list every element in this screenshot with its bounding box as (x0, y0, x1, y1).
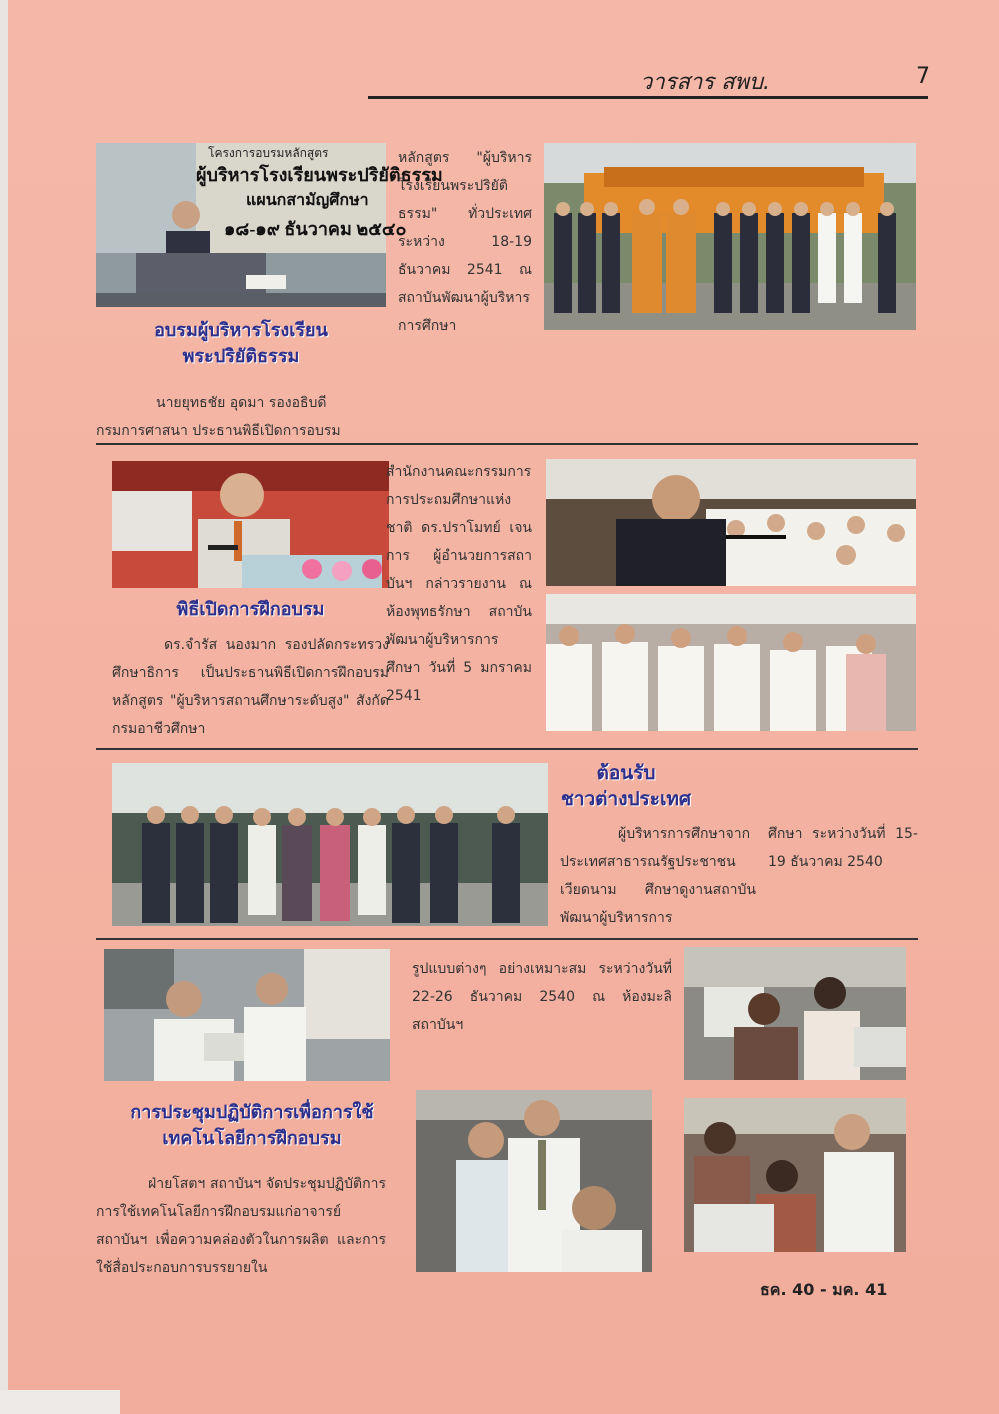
section2-caption-text: ดร.จำรัส นองมาก รองปลัดกระทรวงศึกษาธิการ เป็นประธานพิธีเปิดการฝึกอบรมหลักสูตร "ผู้บริหารสถานศึกษาระดับสูง" สังกัดกรมอาชีวศึกษา (112, 637, 389, 737)
issue-date: ธค. 40 - มค. 41 (760, 1280, 888, 1299)
section3-title (556, 760, 696, 812)
photo-speaker-podium (96, 143, 443, 307)
banner-line-3: แผนกสามัญศึกษา (246, 192, 369, 209)
photo-group-monks (544, 143, 916, 330)
page-number: 7 (916, 64, 930, 89)
section3-text-col1-body: ผู้บริหารการศึกษาจากประเทศสาธารณรัฐประชาชนเวียดนาม ศึกษาดูงานสถาบันพัฒนาผู้บริหารการ (560, 826, 756, 926)
section4-caption (96, 1170, 386, 1282)
photo-computer-training (684, 1098, 906, 1252)
photo-audience-wai (546, 594, 916, 731)
banner-line-1: โครงการอบรมหลักสูตร (208, 146, 329, 160)
section-divider (96, 443, 918, 445)
photo-men-workshop (416, 1090, 652, 1272)
section3-title-line1: ต้อนรับ (596, 762, 656, 784)
header-rule (368, 96, 928, 99)
section2-caption (112, 631, 389, 743)
section2-text (386, 458, 532, 710)
section-divider (96, 748, 918, 750)
journal-title: วารสาร สพบ. (640, 70, 771, 95)
section3-text-col2 (768, 820, 918, 876)
section4-text (412, 955, 672, 1039)
section4-title-line1: การประชุมปฏิบัติการเพื่อการใช้ (130, 1102, 374, 1123)
section3-text-col2-body: ศึกษา ระหว่างวันที่ 15-19 ธันวาคม 2540 (768, 826, 918, 870)
section1-title-line1: อบรมผู้บริหารโรงเรียน (154, 320, 328, 341)
section1-title-line2: พระปริยัติธรรม (182, 346, 300, 367)
section2-title: พิธีเปิดการฝึกอบรม (176, 599, 325, 620)
section-divider (96, 938, 918, 940)
section2-text-body: สำนักงานคณะกรรมการการประถมศึกษาแห่งชาติ ดร.ปราโมทย์ เจนการ ผู้อำนวยการสถาบันฯ กล่าวรายงาน ณ ห้องพุทธรักษา สถาบันพัฒนาผู้บริหารการศึกษา วันที่ 5 มกราคม 2541 (386, 464, 532, 704)
section3-title-line2: ชาวต่างประเทศ (560, 788, 692, 810)
section4-caption-text: ฝ่ายโสตฯ สถาบันฯ จัดประชุมปฏิบัติการ การใช้เทคโนโลยีการฝึกอบรมแก่อาจารย์สถาบันฯ เพื่อความคล่องตัวในการผลิต และการใช้สื่อประกอบการบรรยายใน (96, 1176, 386, 1276)
page-edge (0, 0, 8, 1414)
section4-text-body: รูปแบบต่างๆ อย่างเหมาะสม ระหว่างวันที่ 22-26 ธันวาคม 2540 ณ ห้องมะลิ สถาบันฯ (412, 961, 672, 1033)
section1-caption (96, 389, 386, 445)
banner-line-2: ผู้บริหารโรงเรียนพระปริยัติธรรม (196, 165, 443, 185)
photo-podium-audience (546, 459, 916, 586)
section4-title (104, 1100, 400, 1152)
section1-title (96, 318, 386, 370)
photo-women-computer (684, 947, 906, 1080)
photo-opening-speaker (112, 461, 389, 588)
photo-workshop-computer (104, 949, 390, 1081)
section1-text-body: หลักสูตร "ผู้บริหารโรงเรียนพระปริยัติธรรม" ทั่วประเทศ ระหว่าง 18-19 ธันวาคม 2541 ณ สถาบันพัฒนาผู้บริหารการศึกษา (398, 150, 532, 334)
section1-caption-line2: กรมการศาสนา ประธานพิธีเปิดการอบรม (96, 423, 341, 439)
page-corner (0, 1390, 120, 1414)
section1-caption-line1: นายยุทธชัย อุดมา รองอธิบดี (156, 395, 327, 411)
section1-text (398, 144, 532, 340)
section4-title-line2: เทคโนโลยีการฝึกอบรม (162, 1128, 342, 1149)
photo-vietnam-delegation (112, 763, 548, 926)
section3-text-col1 (560, 820, 756, 932)
banner-line-4: ๑๘-๑๙ ธันวาคม ๒๕๔๐ (224, 219, 407, 239)
